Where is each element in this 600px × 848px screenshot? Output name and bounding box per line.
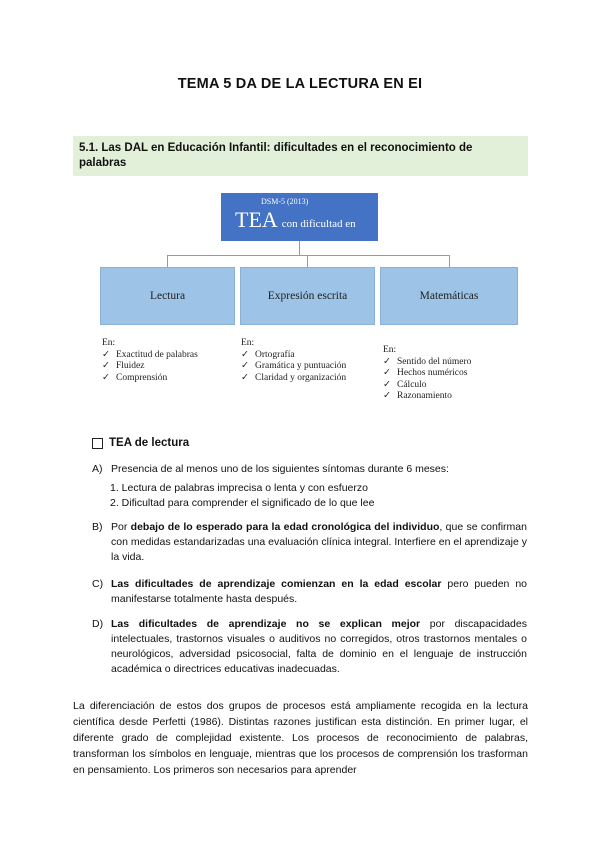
check-icon: ✓	[102, 361, 110, 371]
list-item: ✓ Sentido del número	[383, 356, 472, 367]
list-item: ✓ Exactitud de palabras	[102, 349, 198, 360]
criterion-letter: C)	[92, 578, 104, 590]
connector-right	[449, 255, 450, 267]
criterion-a	[92, 462, 527, 477]
check-icon: ✓	[383, 391, 391, 401]
list-item: ✓ Ortografía	[241, 349, 295, 360]
check-icon: ✓	[383, 356, 391, 367]
tea-diagram	[90, 193, 510, 408]
connector-horizontal	[167, 255, 450, 256]
check-icon: ✓	[102, 349, 110, 360]
diagram-top-small: DSM-5 (2013)	[261, 197, 309, 206]
list-header: En:	[241, 338, 255, 348]
check-icon: ✓	[241, 361, 249, 371]
criterion-a-sub-2: 2. Dificultad para comprender el significado de lo que lee	[110, 497, 375, 509]
box-lectura: Lectura	[100, 267, 235, 325]
criterion-text: Presencia de al menos uno de los siguientes síntomas durante 6 meses:	[111, 463, 449, 475]
criterion-c	[92, 577, 527, 607]
check-icon: ✓	[241, 372, 249, 383]
list-matematicas	[383, 345, 471, 403]
diagram-top-tea: TEA	[235, 207, 278, 232]
list-item: ✓ Razonamiento	[383, 391, 452, 401]
connector-middle	[307, 255, 308, 267]
checkbox-square-icon	[92, 438, 103, 449]
criterion-text: Las dificultades de aprendizaje no se explican mejor por discapacidades intelectuales, trastornos visuales o auditivos no corregidos, otros trastornos mentales o neurológicos, adversidad psicosocial, falta de dominio en el lenguaje de instrucción académica o directrices educativas inadecuadas.	[111, 618, 527, 675]
list-item: ✓ Hechos numéricos	[383, 368, 468, 378]
criterion-a-sub-1: 1. Lectura de palabras imprecisa o lenta y con esfuerzo	[110, 482, 368, 494]
criterion-letter: D)	[92, 618, 104, 630]
box-expresion-escrita: Expresión escrita	[240, 267, 375, 325]
box-matematicas: Matemáticas	[380, 267, 518, 325]
body-paragraph: La diferenciación de estos dos grupos de procesos está ampliamente recogida en la lectura científica desde Perfetti (1986). Distintas razones justifican esta distinción. En primer lugar, el diferente grado de complejidad existente. Los procesos de reconocimiento de palabras, transforman los símbolos en lenguaje, mientras que los procesos de comprensión los trasforman en pensamiento. Los primeros son necesarios para aprender	[73, 700, 528, 776]
list-item: ✓ Cálculo	[383, 379, 427, 390]
tea-lectura-heading	[92, 437, 189, 449]
connector-vertical	[299, 241, 300, 255]
diagram-top-title	[235, 207, 356, 237]
check-icon: ✓	[102, 372, 110, 383]
criterion-d	[92, 617, 527, 677]
list-item: ✓ Fluidez	[102, 361, 145, 371]
list-item: ✓ Comprensión	[102, 372, 168, 383]
check-icon: ✓	[383, 368, 391, 378]
criterion-text: Por debajo de lo esperado para la edad cronológica del individuo, que se confirman con medidas estandarizadas una evaluación clínica integral. Interfiere en el aprendizaje y la vida.	[111, 521, 527, 563]
criterion-b	[92, 520, 527, 565]
list-header: En:	[102, 338, 116, 348]
list-item: ✓ Gramática y puntuación	[241, 361, 347, 371]
section-heading: 5.1. Las DAL en Educación Infantil: dificultades en el reconocimiento de palabras	[73, 136, 528, 176]
list-expresion	[241, 338, 346, 384]
list-lectura	[102, 338, 198, 384]
criterion-text: Las dificultades de aprendizaje comienzan en la edad escolar pero pueden no manifestarse totalmente hasta después.	[111, 578, 528, 605]
check-icon: ✓	[241, 349, 249, 360]
criterion-letter: B)	[92, 521, 103, 533]
tea-lectura-label: TEA de lectura	[109, 437, 190, 449]
diagram-top-rest: con dificultad en	[281, 218, 356, 230]
list-header: En:	[383, 345, 397, 355]
diagram-top-box	[221, 193, 378, 241]
page-title: TEMA 5 DA DE LA LECTURA EN EI	[177, 76, 423, 92]
check-icon: ✓	[383, 379, 391, 390]
list-item: ✓ Claridad y organización	[241, 372, 347, 383]
criterion-letter: A)	[92, 463, 103, 475]
connector-left	[167, 255, 168, 267]
